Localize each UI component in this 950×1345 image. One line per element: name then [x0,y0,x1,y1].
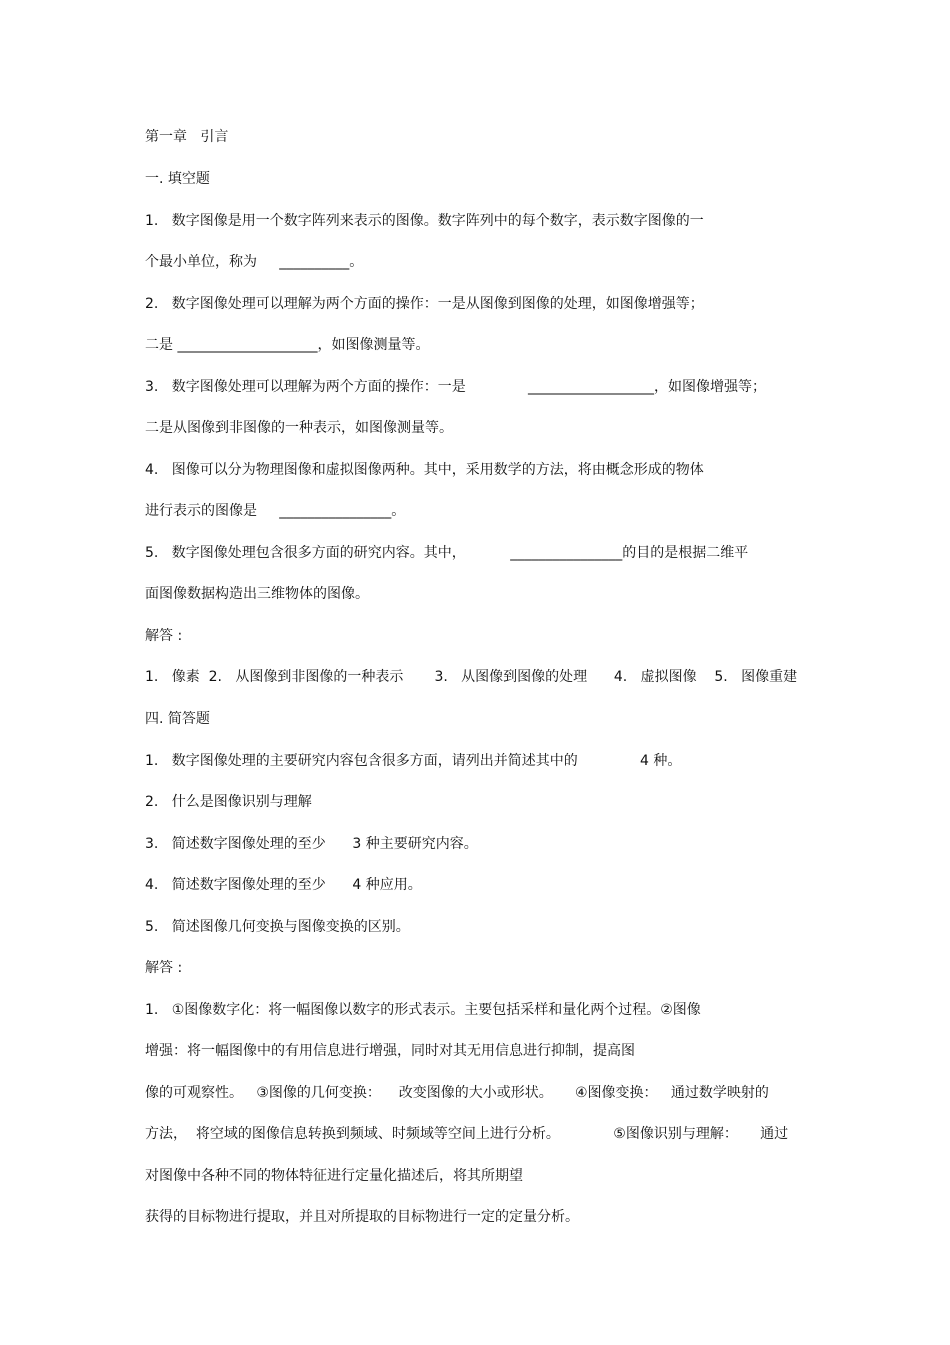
fill-question-4-line-1: 4. 图像可以分为物理图像和虚拟图像两种。其中，采用数学的方法，将由概念形成的物体 [145,462,704,478]
fill-answer-label: 解答 : [145,628,183,644]
short-answer-label: 解答 : [145,960,183,976]
short-question-1: 1. 数字图像处理的主要研究内容包含很多方面，请列出并简述其中的 4 种。 [145,753,682,769]
short-answer-line-1: 1. ①图像数字化：将一幅图像以数字的形式表示。主要包括采样和量化两个过程。②图像 [145,1002,701,1018]
chapter-title: 第一章 引言 [145,129,229,145]
short-answer-line-3: 像的可观察性。 ③图像的几何变换： 改变图像的大小或形状。 ④图像变换： 通过数学映射的 [145,1085,769,1101]
fill-question-3-line-1: 3. 数字图像处理可以理解为两个方面的操作：一是 __________________，如图像增强等； [145,379,767,395]
short-question-2: 2. 什么是图像识别与理解 [145,794,312,810]
fill-question-5-line-1: 5. 数字图像处理包含很多方面的研究内容。其中， ________________的目的是根据二维平 [145,545,749,561]
short-answer-line-4: 方法， 将空域的图像信息转换到频域、时频域等空间上进行分析。 ⑤图像识别与理解： 通过 [145,1126,789,1142]
fill-question-1-line-1: 1. 数字图像是用一个数字阵列来表示的图像。数字阵列中的每个数字，表示数字图像的一 [145,213,704,229]
short-answer-line-5: 对图像中各种不同的物体特征进行定量化描述后，将其所期望 [145,1168,523,1184]
fill-answer-line: 1. 像素 2. 从图像到非图像的一种表示 3. 从图像到图像的处理 4. 虚拟图像 5. 图像重建 [145,669,798,685]
fill-question-4-line-2: 进行表示的图像是 ________________。 [145,503,406,519]
short-answer-line-6: 获得的目标物进行提取，并且对所提取的目标物进行一定的定量分析。 [145,1209,579,1225]
short-answer-line-2: 增强：将一幅图像中的有用信息进行增强，同时对其无用信息进行抑制，提高图 [145,1043,635,1059]
fill-in-section-heading: 一. 填空题 [145,171,210,187]
fill-question-5-line-2: 面图像数据构造出三维物体的图像。 [145,586,369,602]
fill-question-3-line-2: 二是从图像到非图像的一种表示，如图像测量等。 [145,420,453,436]
short-question-5: 5. 简述图像几何变换与图像变换的区别。 [145,919,410,935]
fill-question-2-line-2: 二是 ____________________，如图像测量等。 [145,337,430,353]
short-question-3: 3. 简述数字图像处理的至少 3 种主要研究内容。 [145,836,478,852]
fill-question-2-line-1: 2. 数字图像处理可以理解为两个方面的操作：一是从图像到图像的处理，如图像增强等； [145,296,704,312]
short-answer-section-heading: 四. 简答题 [145,711,210,727]
short-question-4: 4. 简述数字图像处理的至少 4 种应用。 [145,877,422,893]
fill-question-1-line-2: 个最小单位，称为 __________。 [145,254,364,270]
